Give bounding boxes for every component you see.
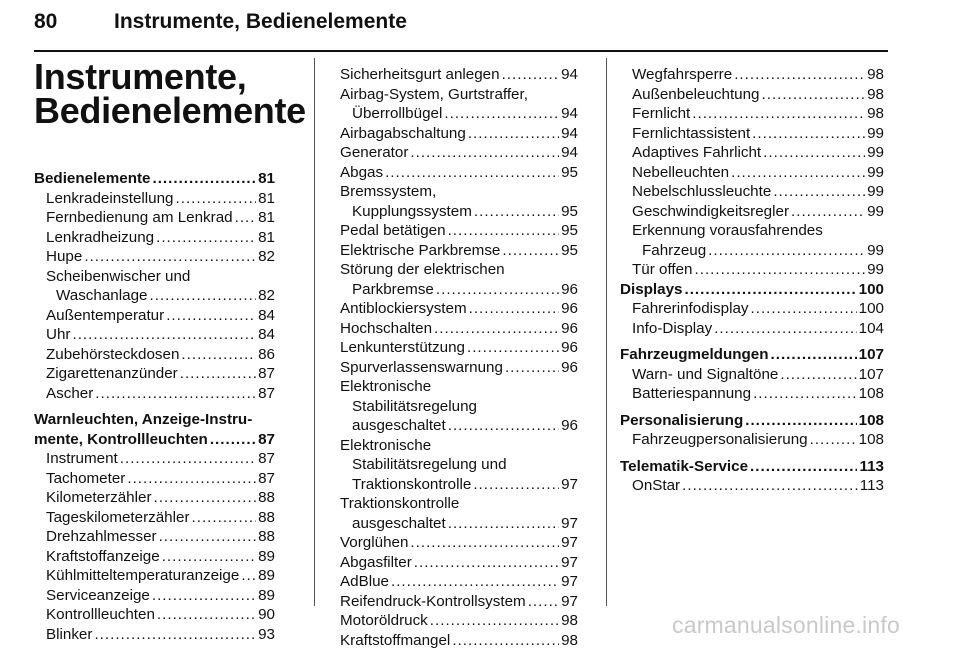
dot-leader <box>502 241 559 261</box>
chapter-title-line-1: Instrumente, <box>34 60 306 94</box>
toc-page-number: 99 <box>867 124 884 144</box>
toc-entry-text: Elektrische Parkbremse <box>340 241 500 261</box>
toc-entry-text: Warn- und Signaltöne <box>632 365 778 385</box>
watermark: carmanualsonline.info <box>672 612 900 639</box>
toc-entry-text: Scheibenwischer und <box>46 267 190 287</box>
toc-entry-text: Ascher <box>46 384 93 404</box>
dot-leader <box>410 143 559 163</box>
toc-entry[interactable] <box>340 163 578 183</box>
toc-section-entry[interactable] <box>34 430 275 450</box>
dot-leader <box>502 65 560 85</box>
dot-leader <box>95 384 256 404</box>
toc-entry-text: Außentemperatur <box>46 306 164 326</box>
toc-page-number: 108 <box>859 430 884 450</box>
toc-entry-text: AdBlue <box>340 572 389 592</box>
toc-entry-text: ausgeschaltet <box>352 514 446 534</box>
toc-entry-text: Tageskilometerzähler <box>46 508 190 528</box>
toc-page-number: 96 <box>561 280 578 300</box>
toc-entry[interactable] <box>620 384 884 404</box>
toc-entry-text: Abgasfilter <box>340 553 412 573</box>
toc-page-number: 96 <box>561 299 578 319</box>
toc-entry-text: Elektronische <box>340 377 431 397</box>
toc-page-number: 99 <box>867 163 884 183</box>
toc-page-number: 88 <box>258 488 275 508</box>
dot-leader <box>414 553 559 573</box>
dot-leader <box>474 202 559 222</box>
toc-section-entry[interactable] <box>34 169 275 189</box>
toc-page-number: 96 <box>561 338 578 358</box>
toc-entry-text: Traktionskontrolle <box>340 494 459 514</box>
toc-entry-text: OnStar <box>632 476 680 496</box>
toc-page-number: 98 <box>561 631 578 650</box>
toc-page-number: 82 <box>258 247 275 267</box>
toc-entry-text: Kraftstoffmangel <box>340 631 450 650</box>
toc-entry[interactable] <box>620 85 884 105</box>
toc-entry-text: Hupe <box>46 247 82 267</box>
toc-entry[interactable] <box>620 260 884 280</box>
toc-entry-text: Instrument <box>46 449 118 469</box>
toc-entry[interactable] <box>34 547 275 567</box>
dot-leader <box>444 104 559 124</box>
page-number: 80 <box>34 10 57 34</box>
toc-entry-text: Elektronische <box>340 436 431 456</box>
dot-leader <box>791 202 865 222</box>
toc-entry-text: Blinker <box>46 625 92 645</box>
dot-leader <box>762 85 866 105</box>
dot-leader <box>152 169 256 189</box>
toc-entry-text: Nebelleuchten <box>632 163 729 183</box>
dot-leader <box>682 476 858 496</box>
toc-entry-text: Tachometer <box>46 469 125 489</box>
toc-entry-text: mente, Kontrollleuchten <box>34 430 208 450</box>
toc-entry-text: Airbag-System, Gurtstraffer, <box>340 85 528 105</box>
toc-entry-text: Warnleuchten, Anzeige-Instru- <box>34 410 252 430</box>
toc-page-number: 87 <box>258 449 275 469</box>
toc-page-number: 87 <box>258 364 275 384</box>
dot-leader <box>385 163 559 183</box>
dot-leader <box>684 280 856 300</box>
toc-entry[interactable] <box>34 345 275 365</box>
toc-entry-text: Bremssystem, <box>340 182 436 202</box>
toc-entry-text: Drehzahlmesser <box>46 527 157 547</box>
toc-page-number: 96 <box>561 416 578 436</box>
toc-entry[interactable] <box>34 625 275 645</box>
dot-leader <box>72 325 256 345</box>
toc-entry-text: Vorglühen <box>340 533 408 553</box>
toc-entry <box>340 397 578 417</box>
dot-leader <box>780 365 856 385</box>
toc-entry[interactable] <box>34 286 275 306</box>
toc-entry[interactable] <box>340 572 578 592</box>
toc-page-number: 98 <box>867 104 884 124</box>
dot-leader <box>751 299 857 319</box>
toc-page-number: 107 <box>859 365 884 385</box>
dot-leader <box>773 182 865 202</box>
toc-entry[interactable] <box>34 247 275 267</box>
toc-page-number: 98 <box>867 85 884 105</box>
toc-entry-text: Parkbremse <box>352 280 434 300</box>
toc-entry-text: Fernbedienung am Lenkrad <box>46 208 233 228</box>
toc-entry-text: Außenbeleuchtung <box>632 85 760 105</box>
toc-entry[interactable] <box>34 566 275 586</box>
toc-entry[interactable] <box>340 533 578 553</box>
toc-entry-text: Info-Display <box>632 319 712 339</box>
toc-entry[interactable] <box>620 202 884 222</box>
toc-page-number: 95 <box>561 163 578 183</box>
toc-page-number: 81 <box>258 189 275 209</box>
toc-entry[interactable] <box>340 143 578 163</box>
toc-entry <box>340 377 578 397</box>
toc-page-number: 100 <box>859 280 884 300</box>
toc-entry-text: Lenkradeinstellung <box>46 189 174 209</box>
toc-entry[interactable] <box>620 124 884 144</box>
toc-page-number: 95 <box>561 221 578 241</box>
dot-leader <box>714 319 856 339</box>
toc-page-number: 95 <box>561 241 578 261</box>
page-header <box>34 10 888 48</box>
dot-leader <box>469 299 559 319</box>
toc-entry-text: Telematik-Service <box>620 457 748 477</box>
toc-page-number: 107 <box>859 345 884 365</box>
toc-page-number: 88 <box>258 508 275 528</box>
dot-leader <box>391 572 559 592</box>
toc-entry[interactable] <box>340 221 578 241</box>
toc-entry-text: Abgas <box>340 163 383 183</box>
toc-entry[interactable] <box>340 611 578 631</box>
toc-entry[interactable] <box>620 104 884 124</box>
toc-entry[interactable] <box>620 430 884 450</box>
toc-entry-text: Nebelschlussleuchte <box>632 182 771 202</box>
toc-page-number: 96 <box>561 319 578 339</box>
dot-leader <box>771 345 857 365</box>
toc-entry[interactable] <box>620 319 884 339</box>
toc-entry-text: Antiblockiersystem <box>340 299 467 319</box>
toc-entry-text: Uhr <box>46 325 70 345</box>
dot-leader <box>810 430 857 450</box>
toc-entry-text: Serviceanzeige <box>46 586 150 606</box>
toc-page-number: 97 <box>561 475 578 495</box>
toc-page-number: 108 <box>859 384 884 404</box>
toc-entry-text: Geschwindigkeitsregler <box>632 202 789 222</box>
toc-entry-text: Airbagabschaltung <box>340 124 466 144</box>
toc-entry <box>340 182 578 202</box>
dot-leader <box>152 586 256 606</box>
toc-page-number: 104 <box>859 319 884 339</box>
dot-leader <box>448 221 560 241</box>
toc-page-number: 99 <box>867 260 884 280</box>
toc-entry-text: Kilometerzähler <box>46 488 152 508</box>
dot-leader <box>505 358 559 378</box>
dot-leader <box>180 364 256 384</box>
toc-entry[interactable] <box>34 208 275 228</box>
toc-entry <box>34 267 275 287</box>
toc-entry[interactable] <box>340 514 578 534</box>
toc-entry <box>340 436 578 456</box>
dot-leader <box>753 384 857 404</box>
toc-entry[interactable] <box>340 358 578 378</box>
toc-page-number: 113 <box>859 457 884 477</box>
toc-entry <box>340 260 578 280</box>
toc-entry[interactable] <box>340 65 578 85</box>
header-rule <box>34 50 888 52</box>
toc-entry-text: Erkennung vorausfahrendes <box>632 221 823 241</box>
toc-column-1 <box>34 169 275 644</box>
toc-page-number: 97 <box>561 533 578 553</box>
toc-entry[interactable] <box>620 163 884 183</box>
toc-entry-text: Kraftstoffanzeige <box>46 547 160 567</box>
toc-entry-text: Traktionskontrolle <box>352 475 471 495</box>
toc-entry[interactable] <box>340 631 578 650</box>
toc-page-number: 98 <box>561 611 578 631</box>
dot-leader <box>468 124 559 144</box>
toc-entry-text: Fahrerinfodisplay <box>632 299 749 319</box>
dot-leader <box>192 508 257 528</box>
toc-entry[interactable] <box>340 475 578 495</box>
toc-entry <box>620 221 884 241</box>
dot-leader <box>210 430 256 450</box>
toc-entry-text: Bedienelemente <box>34 169 150 189</box>
dot-leader <box>430 611 559 631</box>
toc-page-number: 99 <box>867 143 884 163</box>
toc-page-number: 97 <box>561 592 578 612</box>
toc-entry-text: Waschanlage <box>56 286 147 306</box>
dot-leader <box>745 411 856 431</box>
toc-entry[interactable] <box>340 280 578 300</box>
toc-page-number: 97 <box>561 553 578 573</box>
dot-leader <box>159 527 257 547</box>
toc-page-number: 82 <box>258 286 275 306</box>
toc-entry-text: Generator <box>340 143 408 163</box>
toc-entry-text: Kontrollleuchten <box>46 605 155 625</box>
toc-entry[interactable] <box>620 299 884 319</box>
toc-entry <box>340 494 578 514</box>
toc-entry[interactable] <box>34 449 275 469</box>
toc-entry-text: Zigarettenanzünder <box>46 364 178 384</box>
dot-leader <box>763 143 865 163</box>
toc-entry-text: Fahrzeugmeldungen <box>620 345 769 365</box>
toc-page-number: 81 <box>258 208 275 228</box>
toc-entry-text: Fahrzeugpersonalisierung <box>632 430 808 450</box>
dot-leader <box>410 533 559 553</box>
toc-page-number: 81 <box>258 228 275 248</box>
dot-leader <box>166 306 256 326</box>
toc-page-number: 89 <box>258 586 275 606</box>
toc-entry-text: Hochschalten <box>340 319 432 339</box>
toc-page-number: 84 <box>258 325 275 345</box>
toc-entry[interactable] <box>340 338 578 358</box>
dot-leader <box>750 457 857 477</box>
toc-page-number: 99 <box>867 182 884 202</box>
dot-leader <box>241 566 256 586</box>
toc-page-number: 97 <box>561 514 578 534</box>
toc-entry[interactable] <box>340 416 578 436</box>
dot-leader <box>235 208 256 228</box>
toc-entry-text: Pedal betätigen <box>340 221 446 241</box>
toc-entry[interactable] <box>34 586 275 606</box>
toc-page-number: 89 <box>258 566 275 586</box>
toc-page-number: 87 <box>258 384 275 404</box>
toc-column-2 <box>340 65 578 650</box>
toc-entry-text: Stabilitätsregelung und <box>352 455 507 475</box>
section-gap <box>620 450 884 457</box>
toc-entry-text: Spurverlassenswarnung <box>340 358 503 378</box>
dot-leader <box>731 163 865 183</box>
toc-section-entry[interactable] <box>620 457 884 477</box>
toc-entry-text: Lenkradheizung <box>46 228 154 248</box>
column-divider-1 <box>314 58 315 606</box>
section-gap <box>620 338 884 345</box>
dot-leader <box>434 319 559 339</box>
toc-page-number: 90 <box>258 605 275 625</box>
toc-entry[interactable] <box>340 319 578 339</box>
toc-entry[interactable] <box>340 553 578 573</box>
toc-entry[interactable] <box>340 241 578 261</box>
toc-entry-text: Wegfahrsperre <box>632 65 732 85</box>
dot-leader <box>127 469 256 489</box>
chapter-title-line-2: Bedienelemente <box>34 94 306 128</box>
toc-entry[interactable] <box>620 182 884 202</box>
toc-page-number: 95 <box>561 202 578 222</box>
toc-entry[interactable] <box>620 143 884 163</box>
chapter-title <box>34 60 306 128</box>
toc-entry-text: Motoröldruck <box>340 611 428 631</box>
toc-page-number: 87 <box>258 430 275 450</box>
toc-entry-text: Batteriespannung <box>632 384 751 404</box>
dot-leader <box>181 345 256 365</box>
toc-entry-text: Sicherheitsgurt anlegen <box>340 65 500 85</box>
toc-entry-text: Displays <box>620 280 682 300</box>
toc-page-number: 94 <box>561 143 578 163</box>
toc-entry[interactable] <box>620 365 884 385</box>
toc-entry-text: Stabilitätsregelung <box>352 397 477 417</box>
toc-page-number: 84 <box>258 306 275 326</box>
toc-entry-text: Kühlmitteltemperaturanzeige <box>46 566 239 586</box>
dot-leader <box>436 280 559 300</box>
toc-entry-text: Reifendruck-Kontrollsystem <box>340 592 526 612</box>
section-gap <box>620 404 884 411</box>
toc-entry-text: Fahrzeug <box>642 241 706 261</box>
toc-page-number: 94 <box>561 124 578 144</box>
toc-entry[interactable] <box>34 605 275 625</box>
dot-leader <box>695 260 866 280</box>
toc-entry[interactable] <box>34 228 275 248</box>
toc-entry[interactable] <box>34 508 275 528</box>
toc-page-number: 89 <box>258 547 275 567</box>
toc-entry[interactable] <box>34 364 275 384</box>
toc-page-number: 99 <box>867 202 884 222</box>
header-title: Instrumente, Bedienelemente <box>114 10 407 34</box>
toc-entry-text: Fernlicht <box>632 104 690 124</box>
toc-section-entry[interactable] <box>620 345 884 365</box>
toc-entry[interactable] <box>620 241 884 261</box>
dot-leader <box>84 247 256 267</box>
dot-leader <box>448 416 559 436</box>
toc-entry-text: Personalisierung <box>620 411 743 431</box>
toc-page-number: 88 <box>258 527 275 547</box>
toc-entry-text: Überrollbügel <box>352 104 442 124</box>
toc-page-number: 97 <box>561 572 578 592</box>
toc-entry-text: ausgeschaltet <box>352 416 446 436</box>
toc-page-number: 108 <box>859 411 884 431</box>
toc-section-entry <box>34 410 275 430</box>
toc-page-number: 99 <box>867 241 884 261</box>
dot-leader <box>162 547 256 567</box>
dot-leader <box>452 631 559 650</box>
dot-leader <box>176 189 257 209</box>
dot-leader <box>752 124 865 144</box>
toc-entry[interactable] <box>34 488 275 508</box>
dot-leader <box>473 475 559 495</box>
toc-entry-text: Zubehörsteckdosen <box>46 345 179 365</box>
toc-entry-text: Lenkunterstützung <box>340 338 465 358</box>
toc-entry-text: Kupplungssystem <box>352 202 472 222</box>
toc-entry[interactable] <box>340 124 578 144</box>
toc-entry[interactable] <box>340 592 578 612</box>
section-gap <box>34 403 275 410</box>
toc-entry-text: Tür offen <box>632 260 693 280</box>
dot-leader <box>156 228 256 248</box>
toc-entry <box>340 85 578 105</box>
toc-page-number: 94 <box>561 104 578 124</box>
dot-leader <box>467 338 559 358</box>
toc-entry <box>340 455 578 475</box>
toc-page-number: 81 <box>258 169 275 189</box>
toc-page-number: 98 <box>867 65 884 85</box>
toc-entry-text: Fernlichtassistent <box>632 124 750 144</box>
toc-entry-text: Störung der elektrischen <box>340 260 505 280</box>
dot-leader <box>120 449 256 469</box>
toc-entry[interactable] <box>340 202 578 222</box>
toc-entry[interactable] <box>340 299 578 319</box>
toc-column-3 <box>620 65 884 496</box>
dot-leader <box>149 286 256 306</box>
toc-page-number: 113 <box>860 476 884 496</box>
toc-page-number: 93 <box>258 625 275 645</box>
toc-entry[interactable] <box>34 189 275 209</box>
column-divider-2 <box>606 58 607 606</box>
dot-leader <box>94 625 256 645</box>
toc-entry[interactable] <box>34 325 275 345</box>
dot-leader <box>154 488 257 508</box>
toc-entry[interactable] <box>34 469 275 489</box>
toc-entry[interactable] <box>340 104 578 124</box>
dot-leader <box>528 592 559 612</box>
toc-section-entry[interactable] <box>620 280 884 300</box>
toc-entry-text: Adaptives Fahrlicht <box>632 143 761 163</box>
toc-entry[interactable] <box>34 306 275 326</box>
dot-leader <box>708 241 865 261</box>
toc-page-number: 86 <box>258 345 275 365</box>
toc-entry[interactable] <box>34 527 275 547</box>
toc-section-entry[interactable] <box>620 411 884 431</box>
dot-leader <box>734 65 865 85</box>
toc-entry[interactable] <box>620 476 884 496</box>
toc-page-number: 100 <box>859 299 884 319</box>
dot-leader <box>157 605 256 625</box>
toc-entry[interactable] <box>620 65 884 85</box>
dot-leader <box>692 104 865 124</box>
toc-page-number: 87 <box>258 469 275 489</box>
toc-page-number: 96 <box>561 358 578 378</box>
toc-entry[interactable] <box>34 384 275 404</box>
toc-page-number: 94 <box>561 65 578 85</box>
dot-leader <box>448 514 559 534</box>
